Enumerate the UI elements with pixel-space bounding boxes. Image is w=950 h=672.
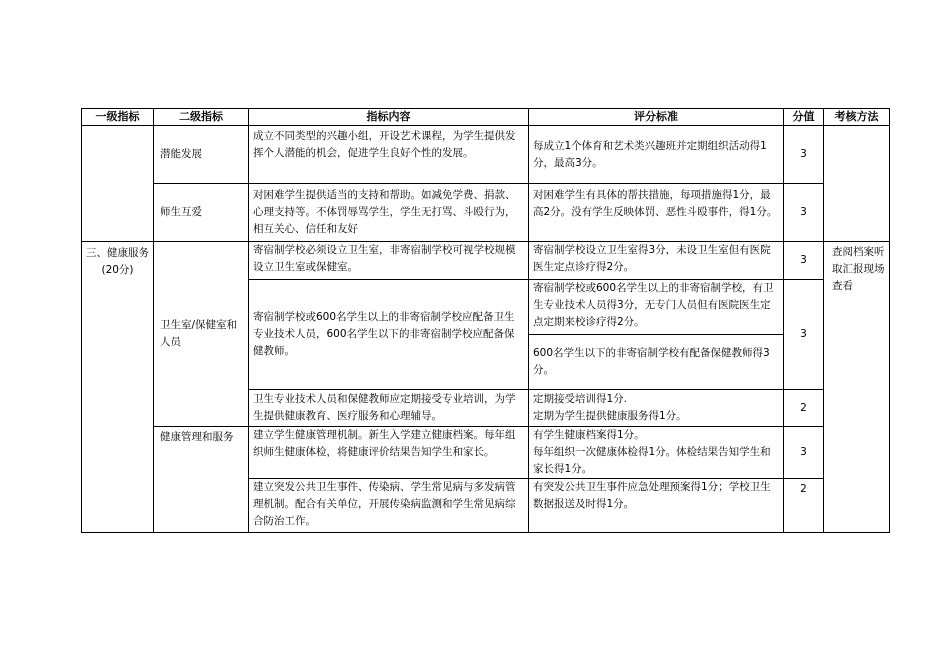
table-row <box>82 242 890 280</box>
method-cell-empty <box>824 126 890 242</box>
score-cell: 3 <box>784 280 824 390</box>
content-cell: 建立突发公共卫生事件、传染病、学生常见病与多发病管理机制。配合有关单位，开展传染病监测和学生常见病综合防治工作。 <box>249 479 529 533</box>
content-cell: 寄宿制学校或600名学生以上的非寄宿制学校应配备卫生专业技术人员，600名学生以下的非寄宿制学校应配备保健教师。 <box>249 280 529 390</box>
method-cell: 查阅档案听取汇报现场查看 <box>824 242 890 533</box>
content-cell: 卫生专业技术人员和保健教师应定期接受专业培训，为学生提供健康教育、医疗服务和心理辅导。 <box>249 390 529 427</box>
standard-cell: 600名学生以下的非寄宿制学校有配备保健教师得3分。 <box>529 335 784 390</box>
level1-cell: 三、健康服务(20分) <box>82 242 154 533</box>
level2-cell: 师生互爱 <box>154 184 249 242</box>
table-row <box>82 427 890 479</box>
score-cell: 3 <box>784 126 824 184</box>
header-level1: 一级指标 <box>82 109 154 126</box>
score-cell: 3 <box>784 427 824 479</box>
evaluation-table <box>81 108 890 533</box>
header-level2: 二级指标 <box>154 109 249 126</box>
header-row <box>82 109 890 126</box>
standard-cell: 对困难学生有具体的帮扶措施，每项措施得1分，最高2分。没有学生反映体罚、恶性斗殴事件，得1分。 <box>529 184 784 242</box>
content-cell: 成立不同类型的兴趣小组，开设艺术课程，为学生提供发挥个人潜能的机会，促进学生良好个性的发展。 <box>249 126 529 184</box>
content-cell: 对困难学生提供适当的支持和帮助。如减免学费、捐款、心理支持等。不体罚辱骂学生，学生无打骂、斗殴行为，相互关心、信任和友好 <box>249 184 529 242</box>
score-cell: 2 <box>784 390 824 427</box>
content-cell: 寄宿制学校必须设立卫生室，非寄宿制学校可视学校规模设立卫生室或保健室。 <box>249 242 529 280</box>
standard-cell: 寄宿制学校设立卫生室得3分，未设卫生室但有医院医生定点诊疗得2分。 <box>529 242 784 280</box>
score-cell: 3 <box>784 184 824 242</box>
header-score: 分值 <box>784 109 824 126</box>
score-cell: 2 <box>784 479 824 533</box>
standard-cell: 每成立1个体育和艺术类兴趣班并定期组织活动得1分，最高3分。 <box>529 126 784 184</box>
header-content: 指标内容 <box>249 109 529 126</box>
standard-cell: 寄宿制学校或600名学生以上的非寄宿制学校，有卫生专业技术人员得3分，无专门人员但有医院医生定点定期来校诊疗得2分。 <box>529 280 784 335</box>
level2-cell: 卫生室/保健室和人员 <box>154 242 249 427</box>
score-cell: 3 <box>784 242 824 280</box>
standard-cell: 有学生健康档案得1分。 每年组织一次健康体检得1分。体检结果告知学生和家长得1分。 <box>529 427 784 479</box>
table-row <box>82 126 890 184</box>
content-cell: 建立学生健康管理机制。新生入学建立健康档案。每年组织师生健康体检，将健康评价结果告知学生和家长。 <box>249 427 529 479</box>
header-method: 考核方法 <box>824 109 890 126</box>
standard-cell: 定期接受培训得1分. 定期为学生提供健康服务得1分。 <box>529 390 784 427</box>
header-standard: 评分标准 <box>529 109 784 126</box>
level2-cell: 健康管理和服务 <box>154 427 249 533</box>
level2-cell: 潜能发展 <box>154 126 249 184</box>
table-row <box>82 184 890 242</box>
standard-cell: 有突发公共卫生事件应急处理预案得1分；学校卫生数据报送及时得1分。 <box>529 479 784 533</box>
level1-cell-empty <box>82 126 154 242</box>
